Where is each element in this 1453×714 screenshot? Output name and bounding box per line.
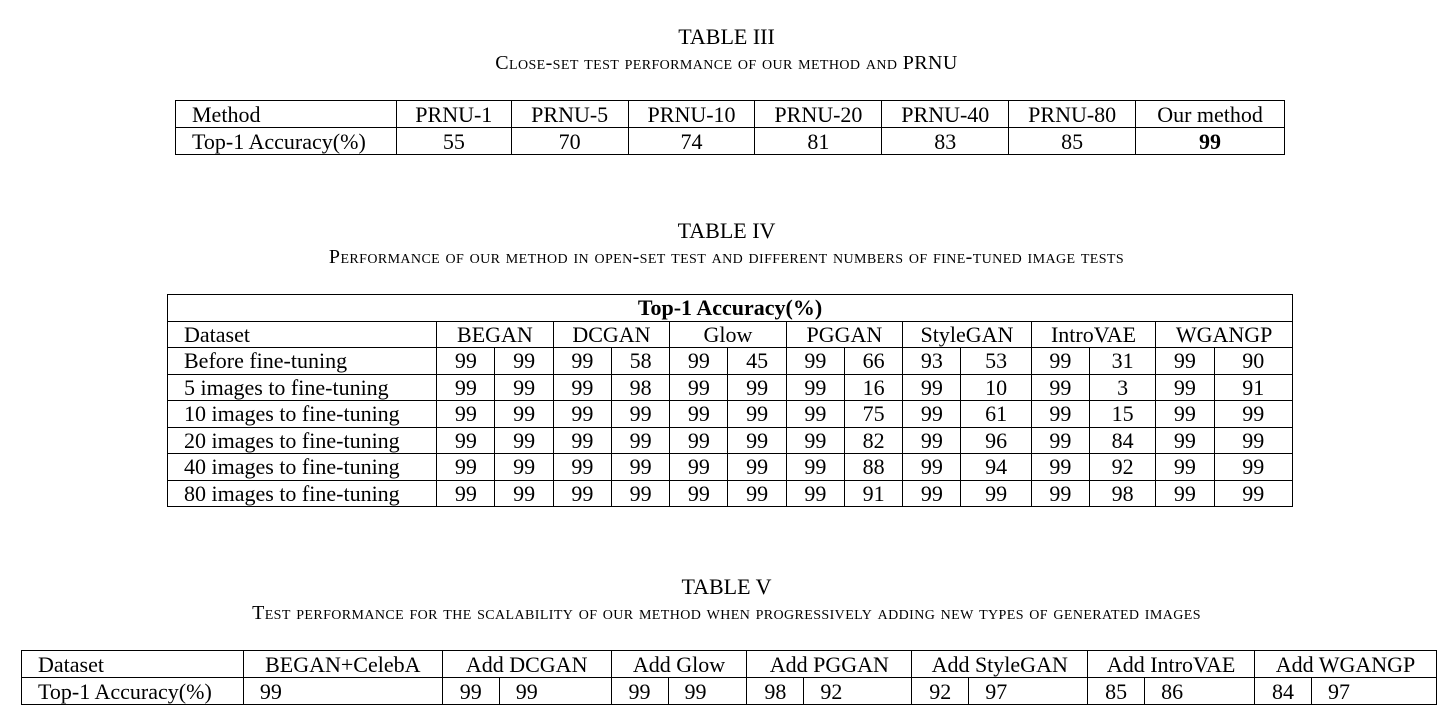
table3-number: TABLE III — [678, 24, 775, 49]
table-cell: 91 — [844, 480, 902, 507]
table-cell: 85 — [1009, 128, 1136, 155]
table-cell: 61 — [961, 401, 1031, 428]
table-cell: 94 — [961, 454, 1031, 481]
table-cell: 99 — [786, 480, 844, 507]
table-cell: 99 — [499, 678, 611, 705]
table-cell: 99 — [670, 427, 728, 454]
table-cell: 99 — [668, 678, 747, 705]
table-cell: 99 — [1214, 480, 1292, 507]
table-cell-best: 99 — [1136, 128, 1285, 155]
table-cell: 99 — [437, 427, 495, 454]
table-cell: 99 — [1156, 348, 1214, 375]
table-cell: 99 — [437, 480, 495, 507]
table-row — [168, 295, 1293, 322]
table-cell: 81 — [755, 128, 882, 155]
table-cell: 99 — [553, 348, 611, 375]
table-header-cell: PRNU-5 — [511, 101, 628, 128]
table-header-cell: PRNU-10 — [628, 101, 755, 128]
table-header-cell: Add PGGAN — [747, 651, 912, 678]
dataset-label: Dataset — [168, 321, 437, 348]
table-header-cell: PGGAN — [786, 321, 903, 348]
table-header-cell: IntroVAE — [1031, 321, 1156, 348]
table-cell: 99 — [728, 401, 786, 428]
table-cell: 99 — [961, 480, 1031, 507]
table-cell: 99 — [437, 454, 495, 481]
table-cell: 99 — [670, 480, 728, 507]
table-cell: 75 — [844, 401, 902, 428]
table-cell: 99 — [903, 454, 961, 481]
table-header-cell: PRNU-20 — [755, 101, 882, 128]
table-cell: 93 — [903, 348, 961, 375]
table-header-cell: Dataset — [22, 651, 244, 678]
table-cell: 99 — [786, 427, 844, 454]
table-cell: 99 — [437, 348, 495, 375]
table5 — [21, 650, 1437, 705]
table-cell: 99 — [728, 374, 786, 401]
table-cell: 70 — [511, 128, 628, 155]
table-cell: 99 — [786, 454, 844, 481]
table-row — [168, 454, 1293, 481]
table-cell: 98 — [747, 678, 804, 705]
table-cell: 99 — [1156, 427, 1214, 454]
table-header-cell: Add Glow — [611, 651, 747, 678]
table-cell: 99 — [1031, 401, 1089, 428]
row-label: Top-1 Accuracy(%) — [176, 128, 397, 155]
table-cell: 74 — [628, 128, 755, 155]
table-cell: 99 — [495, 348, 553, 375]
row-label: 5 images to fine-tuning — [168, 374, 437, 401]
table-cell: 99 — [611, 427, 669, 454]
table-cell: 99 — [903, 480, 961, 507]
table-cell: 83 — [882, 128, 1009, 155]
table-cell: 99 — [670, 348, 728, 375]
table-cell: 99 — [495, 454, 553, 481]
table-cell: 99 — [495, 427, 553, 454]
table-header-cell: PRNU-1 — [396, 101, 511, 128]
table-header-cell: PRNU-80 — [1009, 101, 1136, 128]
table-cell: 99 — [1214, 454, 1292, 481]
table-cell: 99 — [553, 427, 611, 454]
table-cell: 85 — [1088, 678, 1145, 705]
table-cell: 97 — [969, 678, 1088, 705]
row-label: 10 images to fine-tuning — [168, 401, 437, 428]
table5-caption: Test performance for the scalability of our method when progressively adding new types of generated images — [252, 602, 1201, 624]
table-cell: 99 — [437, 374, 495, 401]
table-row — [176, 128, 1285, 155]
table4-number: TABLE IV — [677, 218, 776, 243]
table-cell: 99 — [728, 427, 786, 454]
table-cell: 99 — [1031, 374, 1089, 401]
table-cell: 99 — [611, 678, 668, 705]
table-cell: 99 — [728, 454, 786, 481]
table-header-cell: PRNU-40 — [882, 101, 1009, 128]
table-cell: 99 — [786, 374, 844, 401]
table-header-cell: Add WGANGP — [1255, 651, 1437, 678]
row-label: 20 images to fine-tuning — [168, 427, 437, 454]
table-cell: 99 — [611, 454, 669, 481]
table-cell: 92 — [804, 678, 912, 705]
table-cell: 66 — [844, 348, 902, 375]
table-cell: 99 — [1214, 427, 1292, 454]
table-cell: 99 — [553, 480, 611, 507]
table-cell: 99 — [786, 401, 844, 428]
table-header-cell: Add StyleGAN — [912, 651, 1088, 678]
table-row — [22, 678, 1437, 705]
table-cell: 99 — [1214, 401, 1292, 428]
row-label: Top-1 Accuracy(%) — [22, 678, 244, 705]
table-cell: 82 — [844, 427, 902, 454]
table-cell: 90 — [1214, 348, 1292, 375]
table5-number: TABLE V — [681, 574, 772, 599]
table-cell: 99 — [495, 374, 553, 401]
table-cell: 99 — [1031, 480, 1089, 507]
table-cell: 86 — [1145, 678, 1255, 705]
table-cell: 99 — [670, 374, 728, 401]
table-row — [168, 348, 1293, 375]
table-header-cell: Add DCGAN — [442, 651, 611, 678]
table-row — [168, 321, 1293, 348]
table-cell: 99 — [1156, 454, 1214, 481]
table-header-cell: WGANGP — [1156, 321, 1293, 348]
table-cell: 10 — [961, 374, 1031, 401]
table-cell: 96 — [961, 427, 1031, 454]
table-cell: 99 — [495, 480, 553, 507]
table-header-cell: Our method — [1136, 101, 1285, 128]
table-cell: 31 — [1090, 348, 1156, 375]
table-cell: 99 — [1156, 401, 1214, 428]
table-cell: 99 — [611, 480, 669, 507]
table-cell: 99 — [1031, 427, 1089, 454]
table-cell: 92 — [1090, 454, 1156, 481]
table-cell: 99 — [903, 427, 961, 454]
table-cell: 92 — [912, 678, 969, 705]
table-row — [168, 374, 1293, 401]
table-cell: 99 — [1156, 374, 1214, 401]
table-cell: 91 — [1214, 374, 1292, 401]
table-cell: 99 — [442, 678, 499, 705]
table-row — [176, 101, 1285, 128]
table-header-cell: BEGAN+CelebA — [243, 651, 442, 678]
table-cell: 99 — [611, 401, 669, 428]
table-cell: 99 — [670, 454, 728, 481]
table-cell: 88 — [844, 454, 902, 481]
table4-caption: Performance of our method in open-set test and different numbers of fine-tuned image tests — [328, 246, 1125, 268]
table-cell: 99 — [243, 678, 442, 705]
table-cell: 99 — [670, 401, 728, 428]
table-cell: 97 — [1311, 678, 1436, 705]
table-row — [168, 427, 1293, 454]
table-header-cell: DCGAN — [553, 321, 670, 348]
table-cell: 99 — [728, 480, 786, 507]
table-header-cell: Add IntroVAE — [1088, 651, 1255, 678]
table-cell: 99 — [553, 374, 611, 401]
table3-caption: Close-set test performance of our method and PRNU — [495, 52, 958, 74]
table-header-cell: Method — [176, 101, 397, 128]
table-cell: 45 — [728, 348, 786, 375]
table4 — [167, 294, 1293, 507]
row-label: 40 images to fine-tuning — [168, 454, 437, 481]
table-cell: 99 — [553, 401, 611, 428]
table-cell: 99 — [437, 401, 495, 428]
row-label: Before fine-tuning — [168, 348, 437, 375]
table-cell: 98 — [611, 374, 669, 401]
table-cell: 99 — [1156, 480, 1214, 507]
table-cell: 84 — [1255, 678, 1312, 705]
table-cell: 99 — [1031, 348, 1089, 375]
table-cell: 15 — [1090, 401, 1156, 428]
table-row — [168, 401, 1293, 428]
super-header: Top-1 Accuracy(%) — [168, 295, 1293, 322]
table-cell: 53 — [961, 348, 1031, 375]
table-cell: 99 — [553, 454, 611, 481]
table-cell: 99 — [903, 401, 961, 428]
table-row — [22, 651, 1437, 678]
table-header-cell: BEGAN — [437, 321, 554, 348]
table-cell: 55 — [396, 128, 511, 155]
table-cell: 16 — [844, 374, 902, 401]
table-cell: 3 — [1090, 374, 1156, 401]
table-cell: 58 — [611, 348, 669, 375]
table-header-cell: Glow — [670, 321, 787, 348]
table-cell: 84 — [1090, 427, 1156, 454]
row-label: 80 images to fine-tuning — [168, 480, 437, 507]
table-row — [168, 480, 1293, 507]
table-cell: 99 — [786, 348, 844, 375]
table-header-cell: StyleGAN — [903, 321, 1032, 348]
table-cell: 99 — [495, 401, 553, 428]
table-cell: 99 — [1031, 454, 1089, 481]
table-cell: 98 — [1090, 480, 1156, 507]
table3 — [175, 100, 1285, 155]
table-cell: 99 — [903, 374, 961, 401]
